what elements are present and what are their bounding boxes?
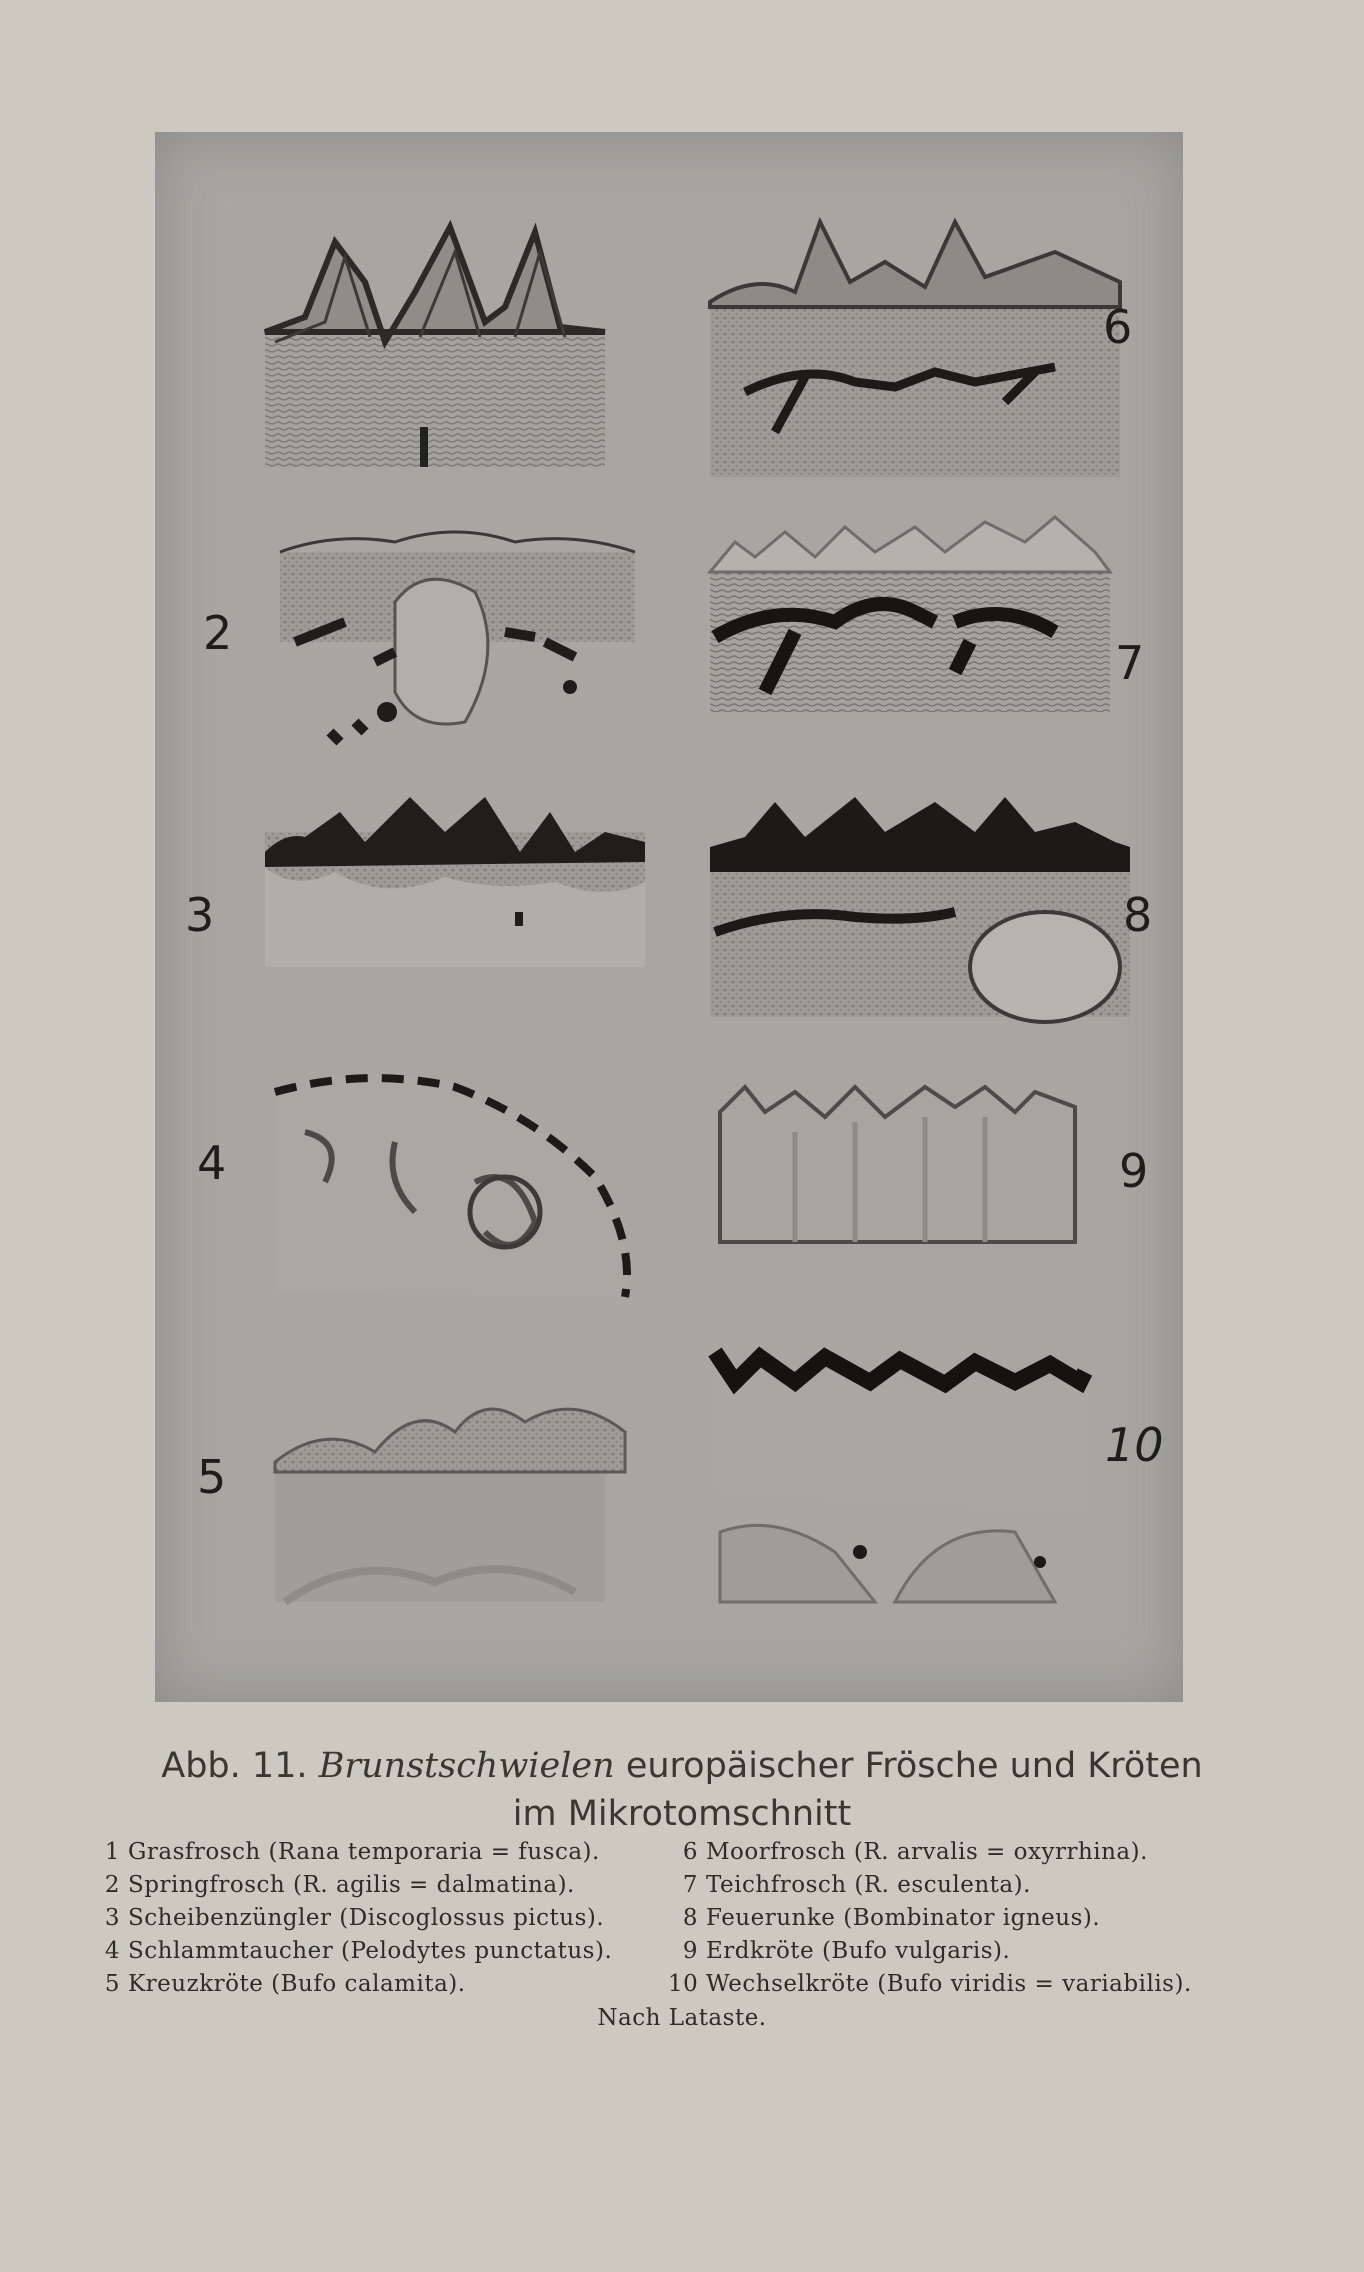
source-credit: Nach Lataste.: [597, 2005, 767, 2031]
section-6: [710, 222, 1120, 477]
legend-item: 7 Teichfrosch (R. esculenta).: [682, 1872, 1031, 1898]
figure-number-4: 4: [197, 1136, 227, 1190]
caption-line-2: im Mikrotomschnitt: [512, 1794, 852, 1834]
figure-caption: [0, 1742, 1364, 1838]
micrograph-panels: [155, 132, 1183, 1702]
figure-number-7: 7: [1115, 636, 1145, 690]
legend-item: 8 Feuerunke (Bombinator igneus).: [682, 1905, 1101, 1931]
section-9: [720, 1087, 1075, 1242]
legend-left-column: [90, 1836, 612, 2001]
figure-number-8: 8: [1123, 888, 1153, 942]
legend-item: 3 Scheibenzüngler (Discoglossus pictus).: [104, 1905, 605, 1931]
figure-number-5: 5: [197, 1450, 227, 1504]
legend-item: 1 Grasfrosch (Rana temporaria = fusca).: [104, 1839, 600, 1865]
legend-item: 6 Moorfrosch (R. arvalis = oxyrrhina).: [682, 1839, 1148, 1865]
figure-number-9: 9: [1119, 1144, 1149, 1198]
figure-number-10: 10: [1105, 1418, 1164, 1472]
section-8: [710, 797, 1130, 1022]
section-2: [280, 532, 635, 742]
section-5: [275, 1409, 625, 1602]
caption-italic-term: Brunstschwielen: [318, 1746, 615, 1786]
figure-number-2: 2: [203, 606, 233, 660]
section-1: [265, 227, 605, 467]
section-4: [275, 1073, 627, 1297]
legend-item: 10 Wechselkröte (Bufo viridis = variabilis).: [668, 1971, 1192, 1997]
legend-item: 4 Schlammtaucher (Pelodytes punctatus).: [104, 1938, 613, 1964]
caption-prefix: Abb. 11.: [161, 1746, 308, 1786]
figure-number-6: 6: [1103, 300, 1133, 354]
photo-plate: [155, 132, 1183, 1702]
section-10: [715, 1352, 1085, 1602]
legend-item: 9 Erdkröte (Bufo vulgaris).: [682, 1938, 1011, 1964]
figure-number-3: 3: [185, 888, 215, 942]
section-3: [265, 797, 645, 967]
section-7: [710, 517, 1110, 712]
legend-item: 5 Kreuzkröte (Bufo calamita).: [104, 1971, 466, 1997]
caption-line-1: [0, 1742, 1364, 1790]
legend-right-column: [668, 1836, 1192, 2001]
legend-item: 2 Springfrosch (R. agilis = dalmatina).: [104, 1872, 575, 1898]
caption-title-rest: europäischer Frösche und Kröten: [625, 1746, 1203, 1786]
